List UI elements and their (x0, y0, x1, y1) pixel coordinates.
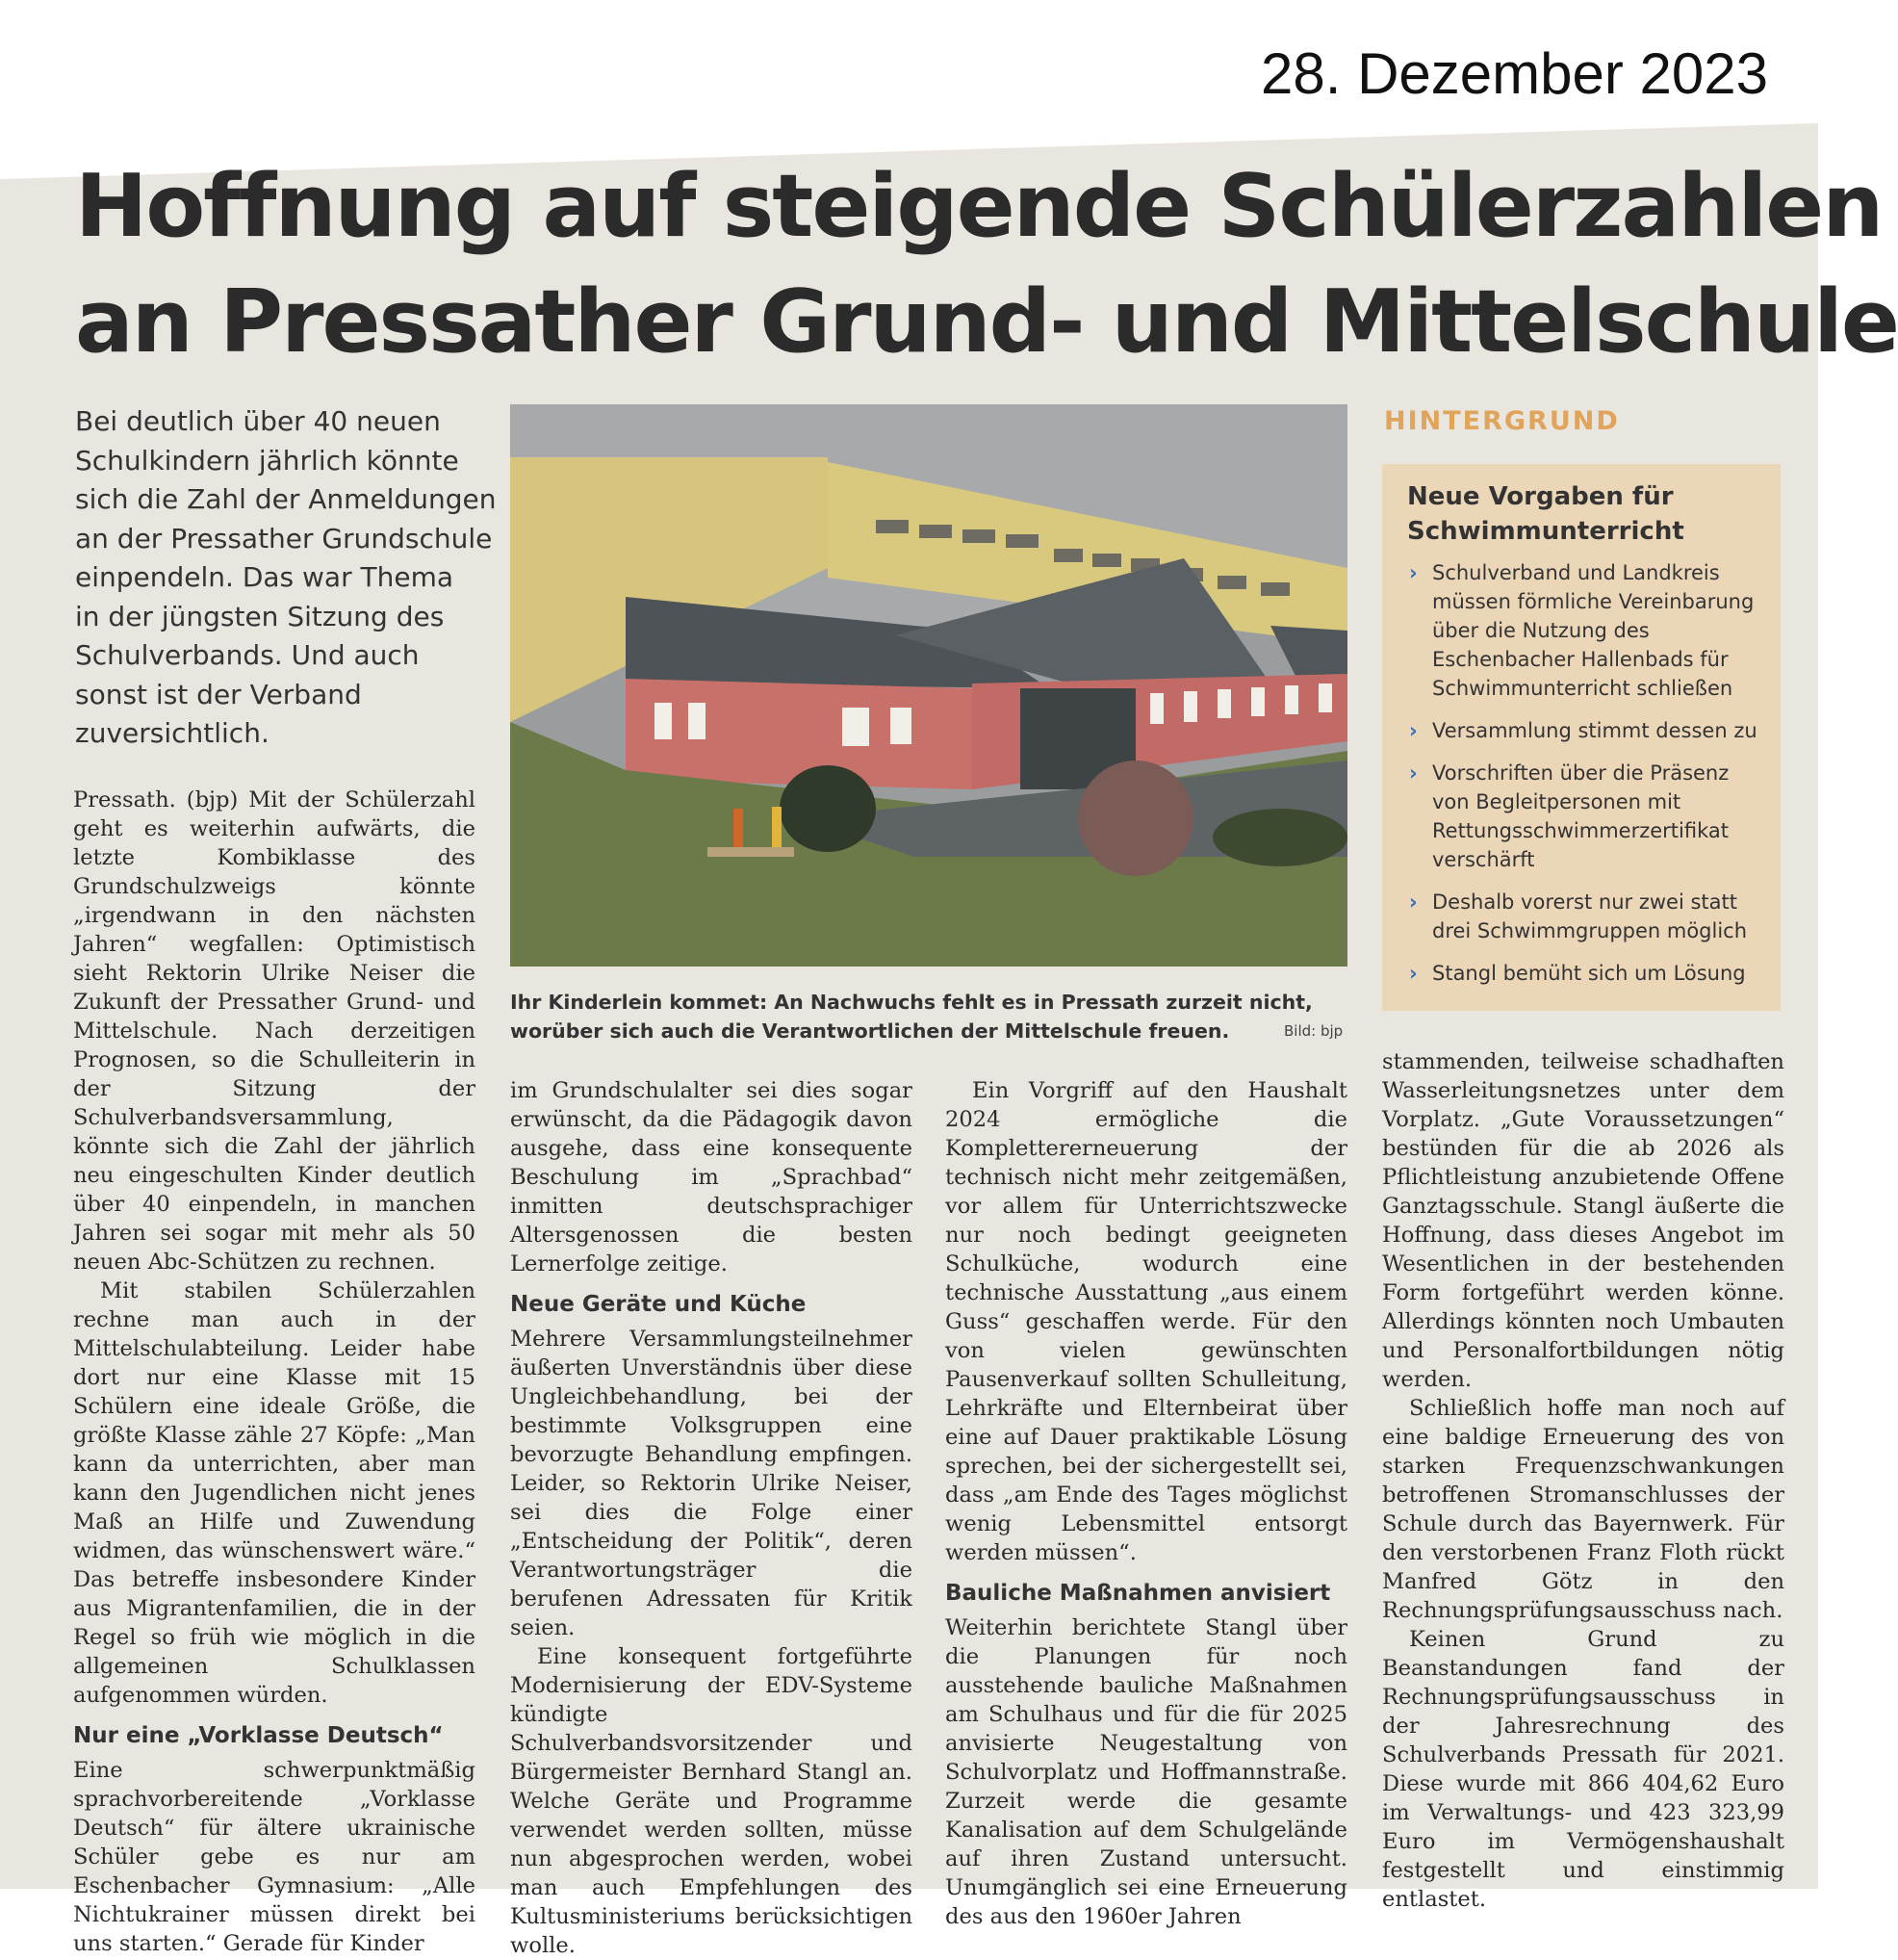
article-paragraph: Ein Vorgriff auf den Haushalt 2024 ermögliche die Komplettererneuerung der technisch nicht mehr zeitgemäßen, vor allem für Unterrichtszwecke nur noch bedingt geeigneten Schulküche, wodurch eine technische Ausstattung „aus einem Guss“ geschaffen werde. Für den von vielen gewünschten Pausenverkauf sollten Schulleitung, Lehrkräfte und Elternbeirat über eine auf Dauer praktikable Lösung sprechen, bei der sichergestellt sei, dass „am Ende des Tages möglichst wenig Lebensmittel entsorgt werden müssen“. (945, 1078, 1347, 1565)
lead-paragraph (75, 402, 499, 754)
article-paragraph: Mit stabilen Schülerzahlen rechne man auch in der Mittelschulabteilung. Leider habe dort nur eine Klasse mit 15 Schülern eine ideale Größe, die größte Klasse zähle 27 Köpfe: „Man kann da unterrichten, aber man kann den Jugendlichen nicht jenes Maß an Hilfe und Zuwendung widmen, das wünschenswert wäre.“ Das betreffe insbesondere Kinder aus Migrantenfamilien, die in der Regel so früh wie möglich in die allgemeinen Schulklassen aufgenommen würden. (73, 1278, 475, 1708)
chevron-right-icon: › (1409, 890, 1418, 914)
article-column-3 (945, 1076, 1347, 1929)
list-item-text: Vorschriften über die Präsenz von Begleitpersonen mit Rettungsschwimmerzertifikat verschärft (1432, 761, 1730, 871)
article-column-2 (510, 1076, 912, 1958)
article-paragraph: im Grundschulalter sei dies sogar erwünscht, da die Pädagogik davon ausgehe, dass eine konsequente Beschulung im „Sprachbad“ inmitten deutschsprachiger Altersgenossen die besten Lernerfolge zeitige. (510, 1078, 912, 1277)
list-item (1407, 888, 1767, 945)
chevron-right-icon: › (1409, 561, 1418, 584)
photo-credit: Bild: bjp (1284, 1022, 1344, 1040)
sidebar-list (1407, 558, 1767, 988)
article-paragraph: Weiterhin berichtete Stangl über die Planungen für noch ausstehende bauliche Maßnahmen am Schulhaus und für die für 2025 anvisierte Neugestaltung von Schulvorplatz und Hoffmannstraße. Zurzeit werde die gesamte Kanalisation auf dem Schulgelände auf ihren Zustand untersucht. Unumgänglich sei eine Erneuerung des aus den 1960er Jahren (945, 1615, 1347, 1929)
article-column-1 (73, 786, 475, 1956)
lead-line: zuversichtlich. (75, 717, 269, 749)
list-item-text: Deshalb vorerst nur zwei statt drei Schwimmgruppen möglich (1432, 890, 1748, 942)
article-paragraph: Pressath. (bjp) Mit der Schülerzahl geht es weiterhin aufwärts, die letzte Kombiklasse des Grundschulzweigs könnte „irgendwann in den nächsten Jahren“ wegfallen: Optimistisch sieht Rektorin Ulrike Neiser die Zukunft der Pressather Grund- und Mittelschule. Nach derzeitigen Prognosen, so die Schulleiterin in der Sitzung der Schulverbandsversammlung, könnte sich die Zahl der jährlich neu eingeschulten Kinder deutlich über 40 einpendeln, in manchen Jahren sei sogar mit mehr als 50 neuen Abc-Schützen zu rechnen. (73, 787, 475, 1275)
article-paragraph: Mehrere Versammlungsteilnehmer äußerten Unverständnis über diese Ungleichbehandlung, bei der bestimmte Volksgruppen eine bevorzugte Behandlung empfingen. Leider, so Rektorin Ulrike Neiser, sei dies die Folge einer „Entscheidung der Politik“, deren Verantwortungsträger die berufenen Adressaten für Kritik seien. (510, 1327, 912, 1640)
article-paragraph: Schließlich hoffe man noch auf eine baldige Erneuerung des von starken Frequenzschwankungen betroffenen Stromanschlusses der Schule durch das Bayernwerk. Für den verstorbenen Franz Floth rückt Manfred Götz in den Rechnungsprüfungsausschuss nach. (1382, 1396, 1784, 1623)
chevron-right-icon: › (1409, 719, 1418, 742)
lead-line: in der jüngsten Sitzung des (75, 600, 445, 632)
headline-line-2: an Pressather Grund- und Mittelschule (75, 271, 1898, 373)
lead-line: sonst ist der Verband (75, 678, 362, 710)
list-item-text: Versammlung stimmt dessen zu (1432, 719, 1757, 742)
chevron-right-icon: › (1409, 761, 1418, 785)
lead-line: Bei deutlich über 40 neuen (75, 405, 441, 437)
headline (75, 149, 1898, 380)
background-box (1382, 464, 1781, 1011)
article-subheading: Nur eine „Vorklasse Deutsch“ (73, 1723, 444, 1748)
clipping-date: 28. Dezember 2023 (1261, 41, 1768, 106)
photo-illustration (510, 404, 1347, 967)
article-column-4 (1382, 1047, 1784, 1912)
lead-line: sich die Zahl der Anmeldungen (75, 483, 497, 515)
article-paragraph: stammenden, teilweise schadhaften Wasserleitungsnetzes unter dem Vorplatz. „Gute Voraussetzungen“ bestünden für die ab 2026 als Pflichtleistung anzubietende Offene Ganztagsschule. Stangl äußerte die Hoffnung, dass dieses Angebot im Wesentlichen in der bestehenden Form fortgeführt werden könne. Allerdings könnten noch Umbauten und Personalfortbildungen nötig werden. (1382, 1049, 1784, 1392)
article-subheading: Bauliche Maßnahmen anvisiert (945, 1581, 1331, 1606)
list-item (1407, 759, 1767, 874)
sidebar-label: HINTERGRUND (1384, 406, 1620, 436)
article-paragraph: Eine schwerpunktmäßig sprachvorbereitende „Vorklasse Deutsch“ für ältere ukrainische Schüler gebe es nur am Eschenbacher Gymnasium: „Alle Nichtukrainer müssen direkt bei uns starten.“ Gerade für Kinder (73, 1758, 475, 1956)
list-item (1407, 558, 1767, 703)
lead-line: einpendeln. Das war Thema (75, 561, 454, 593)
article-paragraph: Keinen Grund zu Beanstandungen fand der Rechnungsprüfungsausschuss in der Jahresrechnung des Schulverbands Pressath für 2021. Diese wurde mit 866 404,62 Euro im Verwaltungs- und 423 323,99 Euro im Vermögenshaushalt festgestellt und einstimmig entlastet. (1382, 1627, 1784, 1912)
list-item (1407, 716, 1767, 745)
list-item (1407, 959, 1767, 988)
lead-line: an der Pressather Grundschule (75, 522, 493, 554)
chevron-right-icon: › (1409, 962, 1418, 985)
lead-line: Schulkindern jährlich könnte (75, 444, 459, 477)
list-item-text: Schulverband und Landkreis müssen förmliche Vereinbarung über die Nutzung des Eschenbacher Hallenbads für Schwimmunterricht schließen (1432, 561, 1755, 700)
list-item-text: Stangl bemüht sich um Lösung (1432, 962, 1746, 985)
lead-line: Schulverbands. Und auch (75, 639, 420, 671)
school-building-photo (510, 404, 1347, 967)
article-subheading: Neue Geräte und Küche (510, 1292, 807, 1317)
sidebar-title: Neue Vorgaben für Schwimmunterricht (1407, 482, 1684, 546)
photo-caption: Ihr Kinderlein kommet: An Nachwuchs fehlt es in Pressath zurzeit nicht, worüber sich auch die Verantwortlichen der Mittelschule freuen. (510, 991, 1313, 1043)
headline-line-1: Hoffnung auf steigende Schülerzahlen (75, 156, 1883, 257)
article-paragraph: Eine konsequent fortgeführte Modernisierung der EDV-Systeme kündigte Schulverbandsvorsitzender und Bürgermeister Bernhard Stangl an. Welche Geräte und Programme verwendet werden sollten, müsse nun abgesprochen werden, wobei man auch Empfehlungen des Kultusministeriums berücksichtigen wolle. (510, 1644, 912, 1958)
